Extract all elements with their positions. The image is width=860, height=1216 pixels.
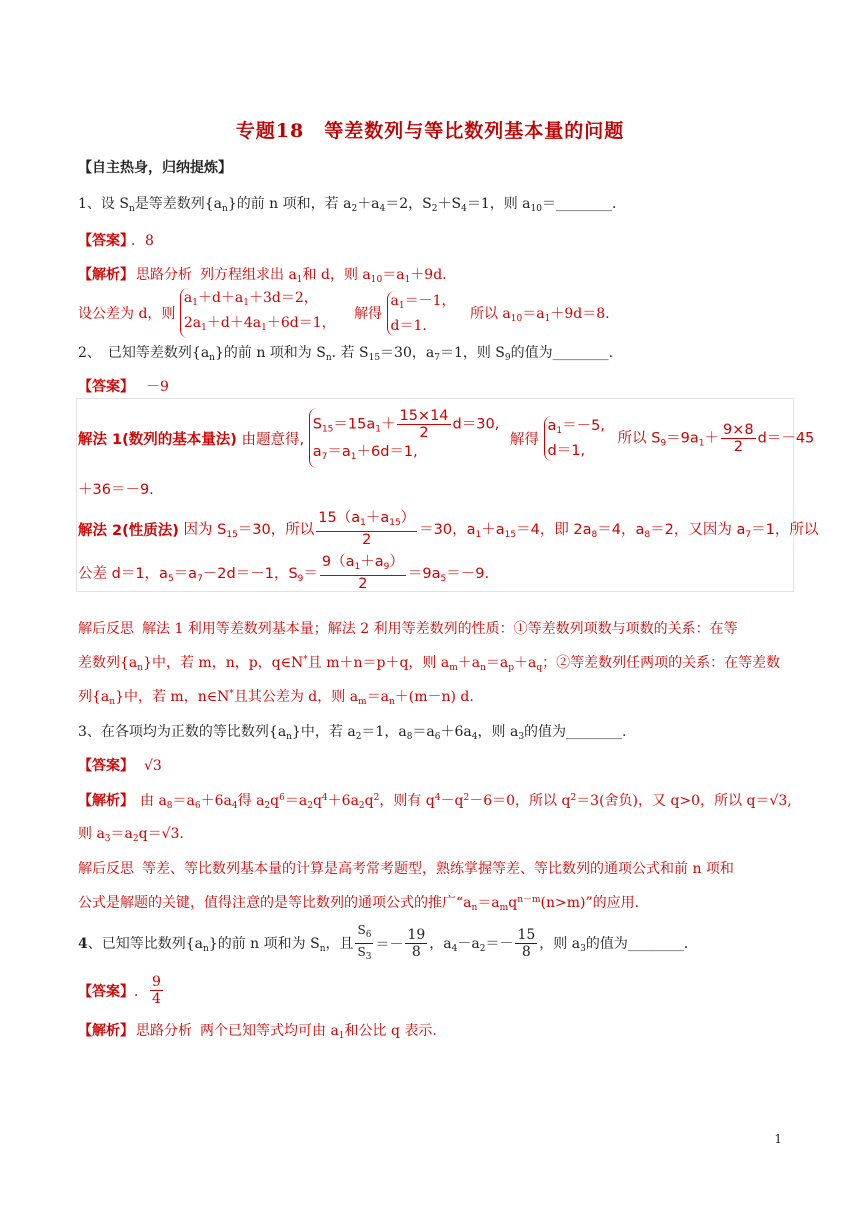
analysis-1: 【解析】 思路分析 列方程组求出 $a_1$和 d，则 $a_{10}=a_1+9d$. [78,267,447,285]
answer-label: 【答案】 [78,758,134,774]
reflection-2-line3: 列$\{a_n\}$中，若 m，n∈N*且其公差为 d，则 $a_m=a_n+(m-n)$ d. [78,689,474,707]
solution-1: 设公差为 d，则 $a_1+d+a_1+3d=2$， $2a_1+d+4a_1+6d=1$， 解得 $a_1=-1$， d＝1. 所以 $a_{10}=a_1+9d=8$. [78,288,610,338]
reflection-2-line2: 差数列$\{a_n\}$中，若 m，n，p，q∈N*且 m＋n＝p＋q，则 $a_m+a_n=a_p+a_q$；②等差数列任两项的关系：在等差数 [78,655,781,673]
equation-system: $a_1+d+a_1+3d=2$， $2a_1+d+4a_1+6d=1$， [180,288,336,338]
analysis-3: 【解析】 由 $a_8=a_6+6a_4$得 $a_2q^6=a_2q^4+6a_2q^2$，则有 $q^4-q^2-6=0$，所以 $q^2=3$(舍负)，又 q>0，所以 q＝√3, [78,793,792,811]
section-heading: 【自主热身，归纳提炼】 [78,160,232,176]
method-2-cont: 公差 d＝1，$a_5=a_7-2d=-1$，$S_9=$ $\frac{9(a_1+a_9)}{2}$ $=9a_5=-9$. [78,554,490,592]
answer-label: 【答案】 [78,233,127,249]
reflection-2-line1: 解后反思 解法 1 利用等差数列基本量；解法 2 利用等差数列的性质：①等差数列项数与项数的关系：在等 [78,621,738,637]
answer-label: 【答案】 [78,379,134,395]
analysis-label: 【解析】 [78,1023,134,1039]
question-1: 1、设 $S_n$是等差数列$\{a_n\}$的前 n 项和，若 $a_2+a_4=2$，$S_2+S_4=1$，则 $a_{10}=\_\_\_\_\_\_\_\_$． [78,196,626,214]
answer-1: 【答案】 ．8 [78,233,154,249]
reflection-3-line2: 公式是解题的关键，值得注意的是等比数列的通项公式的推广“$a_n=a_mq^{n-m}(n>m)$”的应用. [78,895,640,913]
analysis-label: 【解析】 [78,793,134,809]
answer-label: 【答案】 [78,983,134,1000]
method-1-cont: ＋36＝－9. [78,482,154,498]
analysis-3-cont: 则 $a_3=a_2q=√3$. [78,826,184,844]
page-number: 1 [774,1132,782,1146]
analysis-label: 【解析】 [78,267,134,283]
method-1: 解法 1(数列的基本量法) 由题意得, $S_{15}=15a_1+$ $\frac{15\times 14}{2}$ d＝30, $a_7=a_1+6d=1$, 解得 $a_1=-5$, d＝1, 所以 $S_9=9a_1+$ $\frac{9\times 8}{2}$ d＝－45 [78,408,814,468]
method-2: 解法 2(性质法) 因为 $S_{15}=30$，所以 $\frac{15(a_1+a_{15})}{2}$ ＝30，$a_1+a_{15}=4$，即 $2a_8=4$，$a_8=2$，又因为 $a_7=1$，所以 [78,510,819,548]
answer-4: 【答案】． $\frac{9}{4}$ [78,974,161,1007]
answer-2: 【答案】 －9 [78,379,169,395]
analysis-4: 【解析】 思路分析 两个已知等式均可由 $a_1$和公比 q 表示. [78,1023,437,1041]
solution-system: $a_1=-1$， d＝1. [387,291,456,336]
question-2: 2、 已知等差数列$\{a_n\}$的前 n 项和为 $S_n$. 若 $S_{15}=30$，$a_7=1$，则 $S_9$的值为________. [78,345,614,363]
reflection-3-line1: 解后反思 等差、等比数列基本量的计算是高考常考题型，熟练掌握等差、等比数列的通项公式和前 n 项和 [78,861,734,877]
question-3: 3、在各项均为正数的等比数列$\{a_n\}$中，若 $a_2=1$，$a_8=a_6+6a_4$，则 $a_3$的值为________. [78,724,627,742]
question-4: 4、已知等比数列$\{a_n\}$的前 n 项和为 $S_n$，且 $\frac{S_6}{S_3}$ ＝－ $\frac{19}{8}$ ，$a_4-a_2=-$ $\frac{15}{8}$ ，则 $a_3$的值为________． [78,923,698,962]
page-title: 专题18 等差数列与等比数列基本量的问题 [235,120,625,142]
answer-3: 【答案】 √3 [78,758,162,774]
